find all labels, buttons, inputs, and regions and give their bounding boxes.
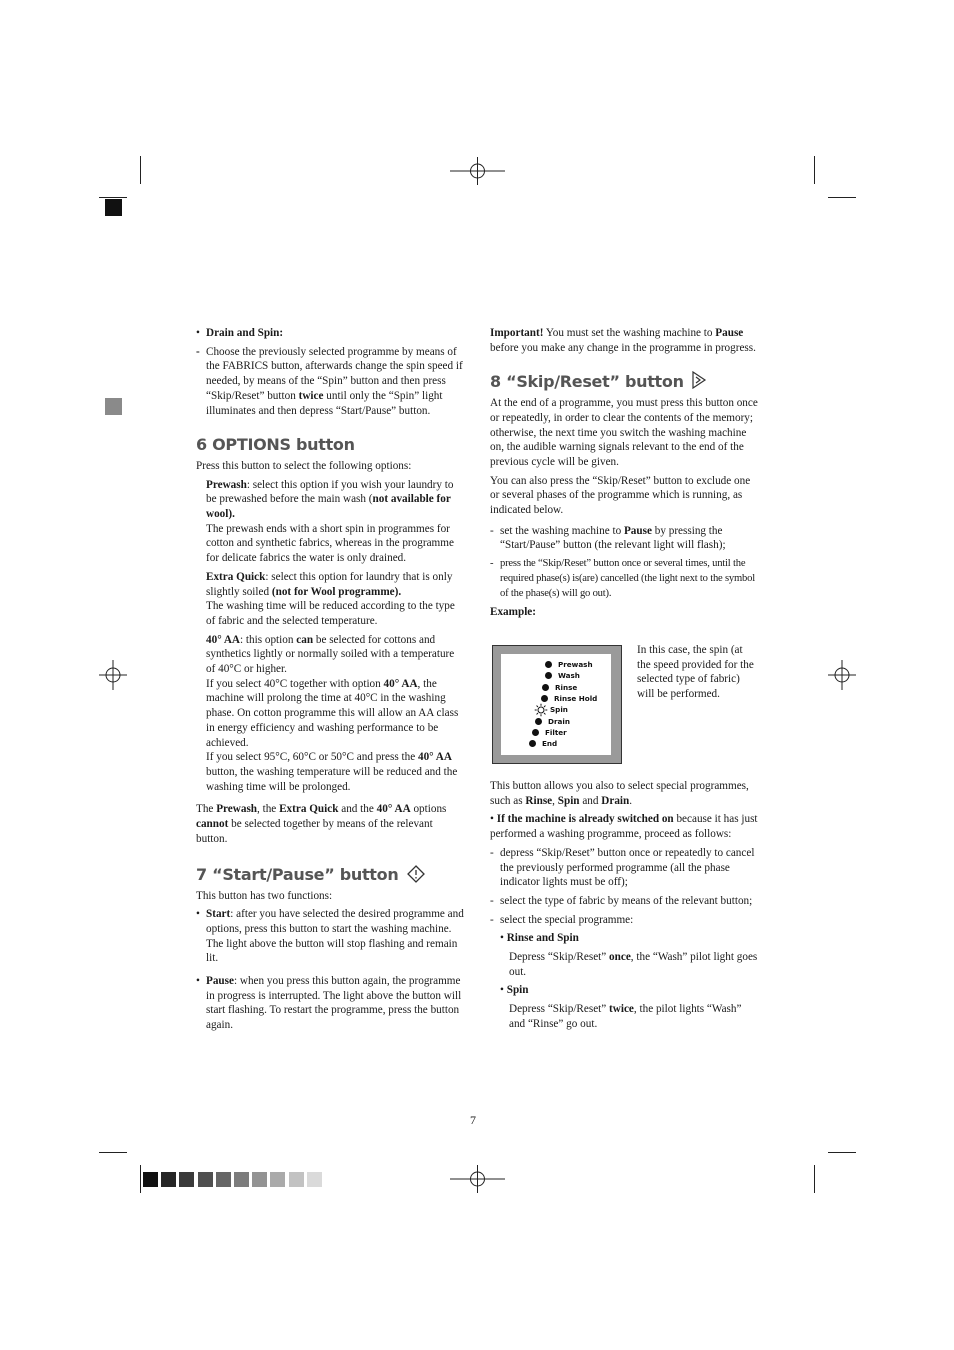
spin-text: Depress “Skip/Reset” twice, the pilot lights “Wash” and “Rinse” go out. (509, 1003, 742, 1030)
spin-title: • Spin (500, 984, 529, 997)
phase-light (542, 684, 549, 691)
start-intro: This button has two functions: (196, 889, 333, 902)
special-step-1: - depress “Skip/Reset” button once or repeatedly to cancel the previously performed programme (all the phase indicator lights must be off); (490, 846, 755, 889)
skip-step-2: - press the “Skip/Reset” button once or several times, until the required phase(s) is(are) cancelled (the light next to the symbol of the phase(s) will go out). (490, 558, 755, 599)
prewash-option: Prewash: select this option if you wish your laundry to be prewashed before the main wash (not available for wool). The prewash ends with a short spin in programmes for cotton and synthetic fabrics, whereas in the programme for delicate fabrics the water is only drained. (206, 478, 454, 565)
color-swatch (161, 1172, 176, 1187)
right-column (490, 326, 758, 624)
crop-mark (140, 1165, 141, 1193)
drain-spin-text: - Choose the previously selected programme by means of the FABRICS button, afterwards change the spin speed if needed, by means of the “Spin” button and then press “Skip/Reset” button twice until only the “Spin” light illuminates and then depress “Start/Pause” button. (196, 345, 463, 417)
phase-label: Spin (550, 705, 568, 715)
important-note: Important! You must set the washing machine to Pause before you make any change in the programme in progress. (490, 327, 756, 354)
color-swatch (179, 1172, 194, 1187)
special-step-3: - select the special programme: (490, 913, 634, 926)
skip-reset-icon (691, 371, 707, 389)
crop-mark (140, 156, 141, 184)
color-swatch (234, 1172, 249, 1187)
right-column-lower (490, 779, 758, 1036)
rinse-spin-title: • Rinse and Spin (500, 932, 579, 945)
extra-quick-option: Extra Quick: select this option for laundry that is only slightly soiled (not for Wool programme). The washing time will be reduced according to the type of fabric and the selected temperature. (206, 570, 455, 627)
skip-reset-heading: 8 “Skip/Reset” button (490, 371, 758, 390)
phase-light (545, 661, 552, 668)
phase-label: Rinse Hold (554, 693, 598, 703)
registration-mark (99, 660, 127, 690)
special-programmes: This button allows you also to select special programmes, such as Rinse, Spin and Drain. (490, 780, 749, 807)
options-heading: 6 OPTIONS button (196, 435, 355, 455)
color-swatch (270, 1172, 285, 1187)
color-swatch (143, 1172, 158, 1187)
crop-mark (828, 1152, 856, 1153)
options-combo-note: The Prewash, the Extra Quick and the 40° AA options cannot be selected together by means of the relevant button. (196, 803, 447, 845)
already-on-note: • If the machine is already switched on because it has just performed a washing programme, proceed as follows: (490, 813, 758, 841)
rinse-spin-text: Depress “Skip/Reset” once, the “Wash” pilot light goes out. (509, 951, 758, 978)
example-label: Example: (490, 606, 536, 619)
crop-mark (828, 197, 856, 198)
color-swatch (216, 1172, 231, 1187)
start-function: • Start: after you have selected the desired programme and options, press this button to start the washing machine. The light above the button will stop flashing and remain lit. (196, 908, 464, 965)
phase-light (535, 718, 542, 725)
phase-label: Rinse (555, 682, 578, 692)
start-pause-icon (407, 865, 425, 883)
color-swatch (198, 1172, 213, 1187)
special-step-2: - select the type of fabric by means of the relevant button; (490, 894, 753, 907)
left-column (196, 326, 466, 1037)
start-pause-heading: 7 “Start/Pause” button (196, 865, 466, 883)
color-swatch (289, 1172, 304, 1187)
phase-light (541, 695, 548, 702)
grey-marker-square (105, 398, 122, 415)
flashing-light-icon (534, 703, 548, 717)
page-number: 7 (470, 1113, 476, 1127)
crop-mark (99, 197, 127, 198)
skip-para-2: You can also press the “Skip/Reset” button to exclude one or several phases of the programme which is running, as indicated below. (490, 474, 751, 517)
phase-label: Drain (548, 716, 570, 726)
registration-mark (450, 157, 505, 185)
color-swatch (252, 1172, 267, 1187)
example-text: In this case, the spin (at the speed provided for the selected type of fabric) will be performed. (637, 644, 754, 701)
phase-label: End (542, 739, 558, 749)
phase-label: Filter (545, 727, 567, 737)
crop-mark (99, 1152, 127, 1153)
registration-mark (450, 1165, 505, 1193)
phase-light (532, 729, 539, 736)
phase-label: Prewash (558, 660, 593, 669)
aa-option: 40° AA: this option can be selected for cottons and synthetics lightly or normally soiled with a temperature of 40°C or higher. If you select 40°C together with option 40° AA, the machine will prolong the time at 40°C in the washing phase. On cotton programme this will allow an AA class in energy efficiency and washing performance to be achieved. If you select 95°C, 60°C or 50°C and press the 40° AA button, the washing temperature will be reduced and the washing time will be prolonged. (206, 633, 459, 793)
drain-spin-title: • Drain and Spin: (196, 327, 284, 339)
skip-para-1: At the end of a programme, you must press this button once or repeatedly, in order to clear the contents of the memory; otherwise, the next time you switch the washing machine on, the audible warning signals relevant to the end of the previous cycle will be given. (490, 397, 758, 468)
skip-step-1: - set the washing machine to Pause by pressing the “Start/Pause” button (the relevant light will flash); (490, 524, 726, 552)
color-swatch (307, 1172, 322, 1187)
registration-mark (828, 660, 856, 690)
crop-mark (814, 156, 815, 184)
options-intro: Press this button to select the following options: (196, 459, 412, 472)
crop-mark (814, 1165, 815, 1193)
black-marker-square (105, 199, 122, 216)
phase-label: Wash (558, 671, 580, 681)
pause-function: • Pause: when you press this button again, the programme in progress is interrupted. The light above the button will start flashing. To restart the programme, press the button again. (196, 975, 462, 1032)
